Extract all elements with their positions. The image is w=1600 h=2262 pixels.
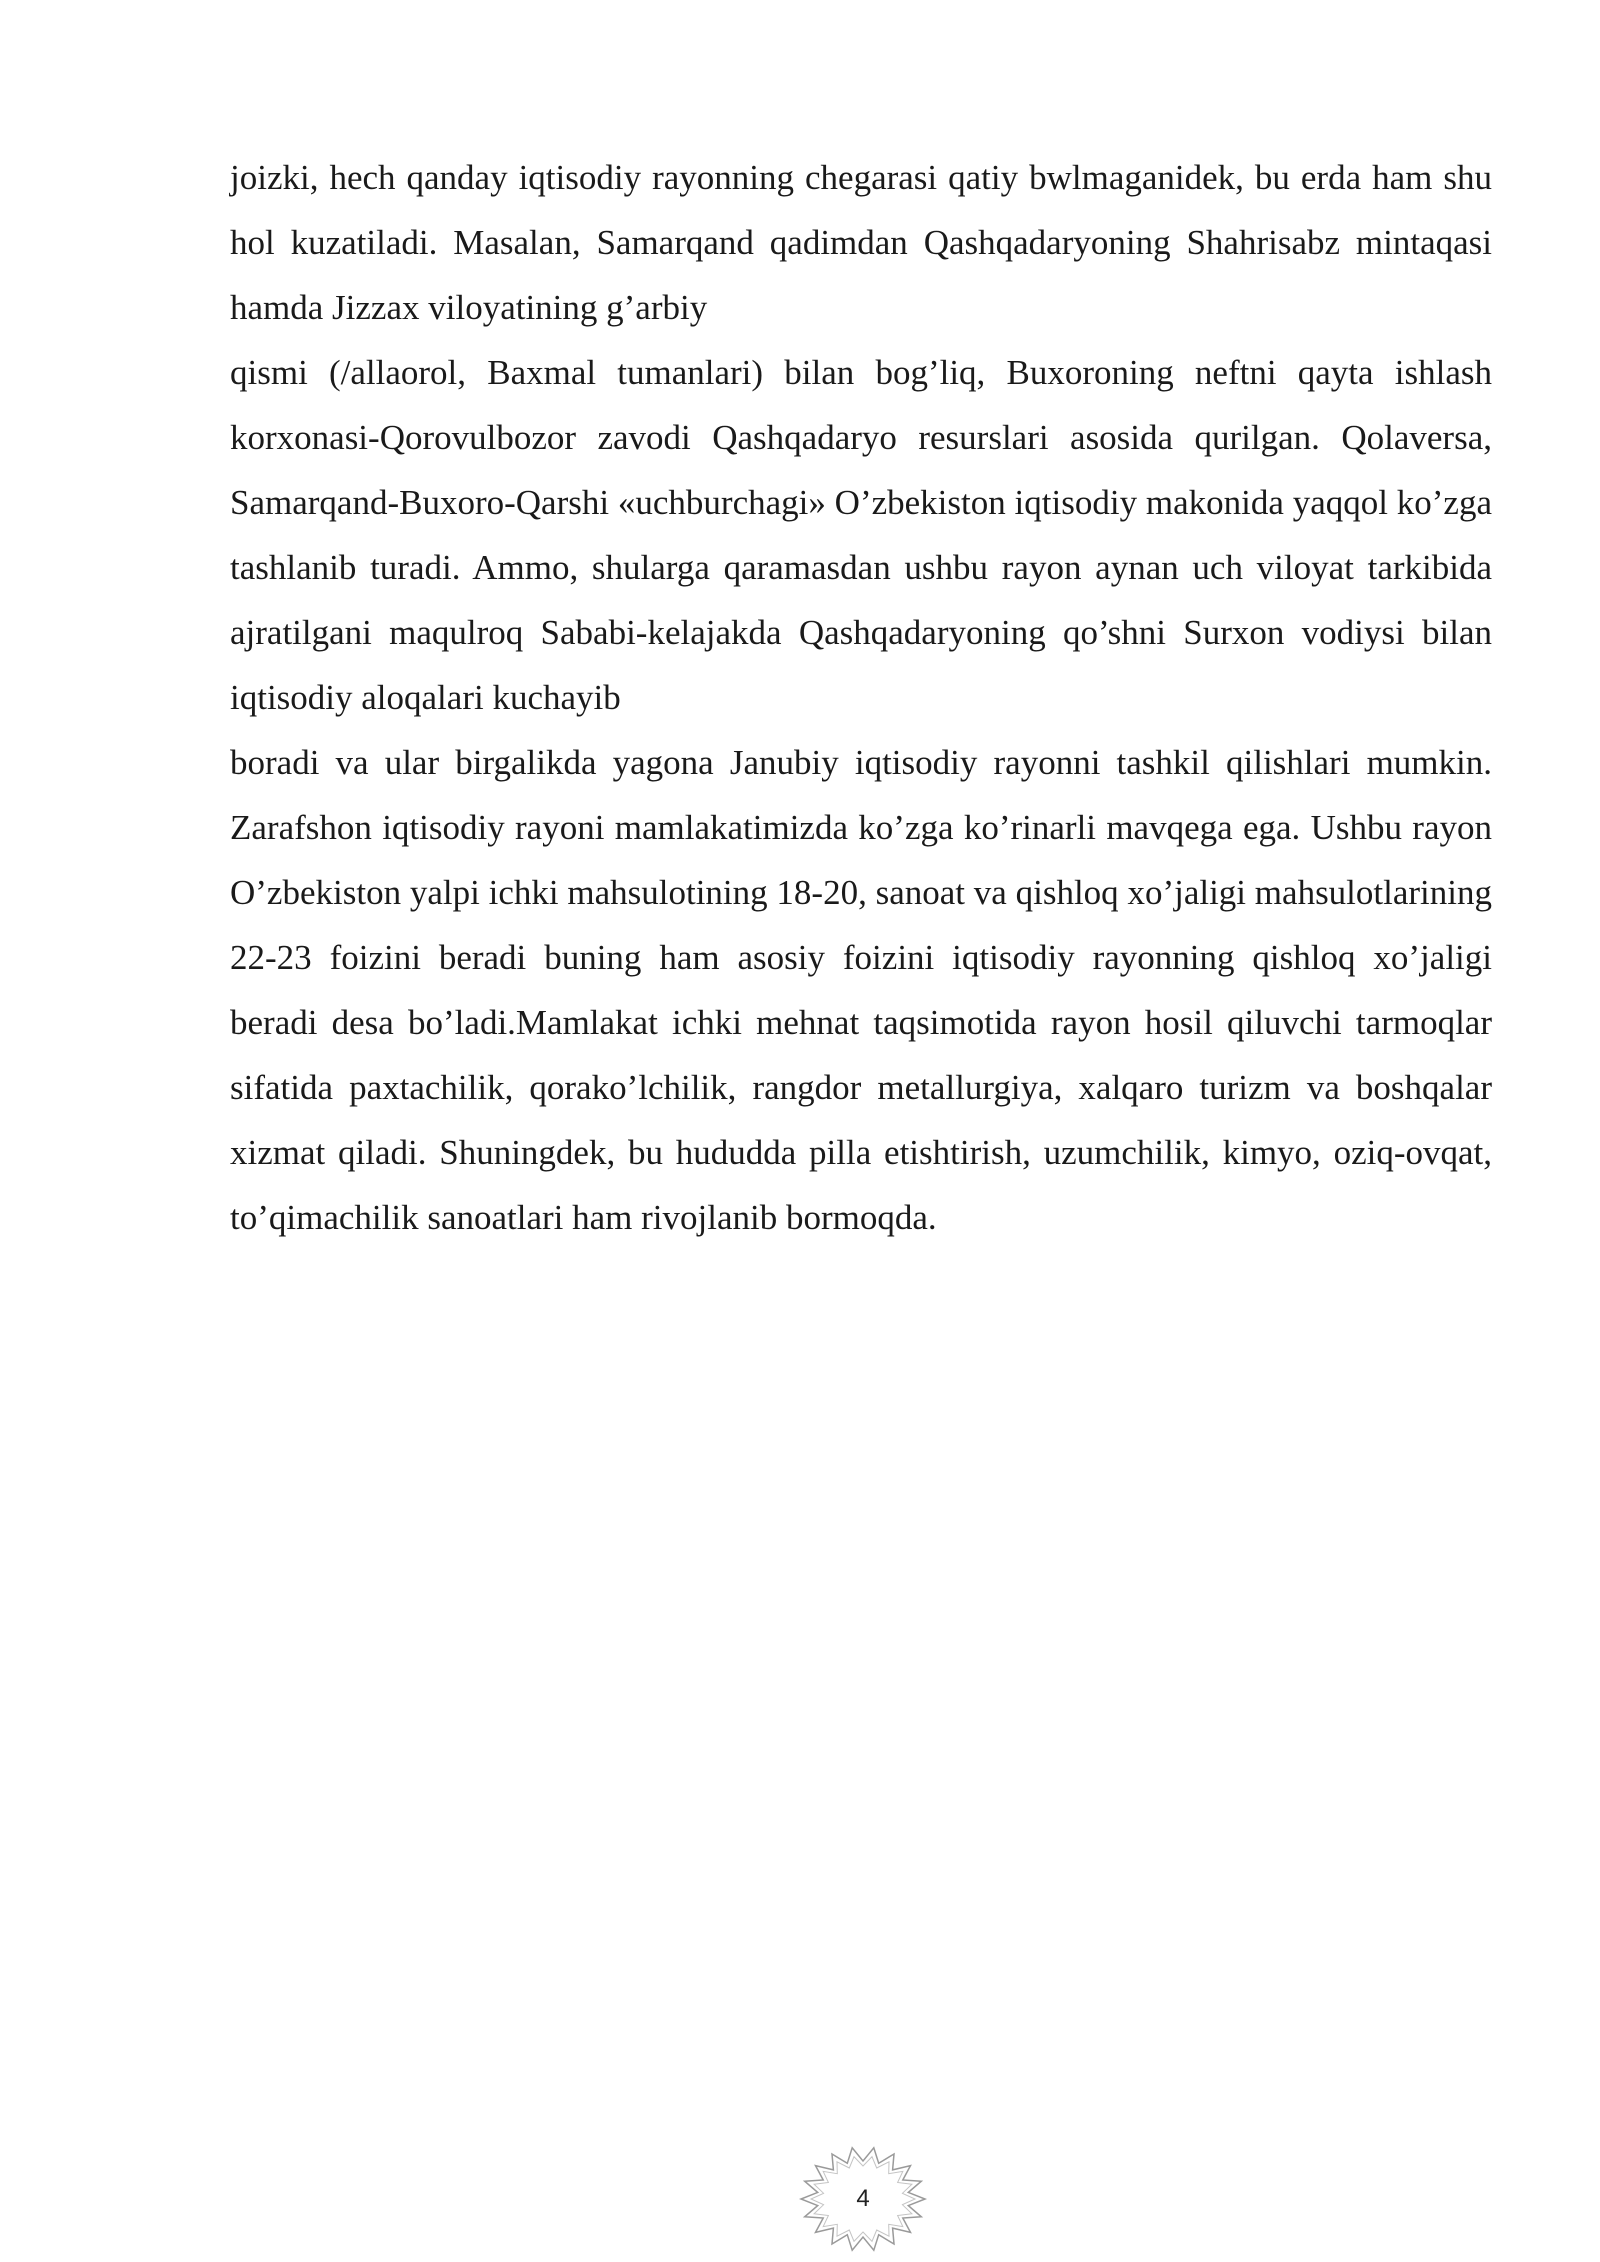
document-body (230, 145, 1492, 1250)
page-number-badge (798, 2144, 928, 2254)
paragraph-3: boradi va ular birgalikda yagona Janubiy iqtisodiy rayonni tashkil qilishlari mumkin. Zarafshon iqtisodiy rayoni mamlakatimizda ko’zga ko’rinarli mavqega ega. Ushbu rayon O’zbekiston yalpi ichki mahsulotining 18-20, sanoat va qishloq xo’jaligi mahsulotlarining 22-23 foizini beradi buning ham asosiy foizini iqtisodiy rayonning qishloq xo’jaligi beradi desa bo’ladi.Mamlakat ichki mehnat taqsimotida rayon hosil qiluvchi tarmoqlar sifatida paxtachilik, qorako’lchilik, rangdor metallurgiya, xalqaro turizm va boshqalar xizmat qiladi. Shuningdek, bu hududda pilla etishtirish, uzumchilik, kimyo, oziq-ovqat, to’qimachilik sanoatlari ham rivojlanib bormoqda. (230, 743, 1492, 1237)
paragraph-2: qismi (/allaorol, Baxmal tumanlari) bilan bog’liq, Buxoroning neftni qayta ishlash korxonasi-Qorovulbozor zavodi Qashqadaryo resurslari asosida qurilgan. Qolaversa, Samarqand-Buxoro-Qarshi «uchburchagi» O’zbekiston iqtisodiy makonida yaqqol ko’zga tashlanib turadi. Ammo, shularga qaramasdan ushbu rayon aynan uch viloyat tarkibida ajratilgani maqulroq Sababi-kelajakda Qashqadaryoning qo’shni Surxon vodiysi bilan iqtisodiy aloqalari kuchayib (230, 353, 1492, 717)
paragraph-1: joizki, hech qanday iqtisodiy rayonning chegarasi qatiy bwlmaganidek, bu erda ham shu hol kuzatiladi. Masalan, Samarqand qadimdan Qashqadaryoning Shahrisabz mintaqasi hamda Jizzax viloyatining g’arbiy (230, 158, 1492, 327)
page-number: 4 (856, 2185, 870, 2212)
